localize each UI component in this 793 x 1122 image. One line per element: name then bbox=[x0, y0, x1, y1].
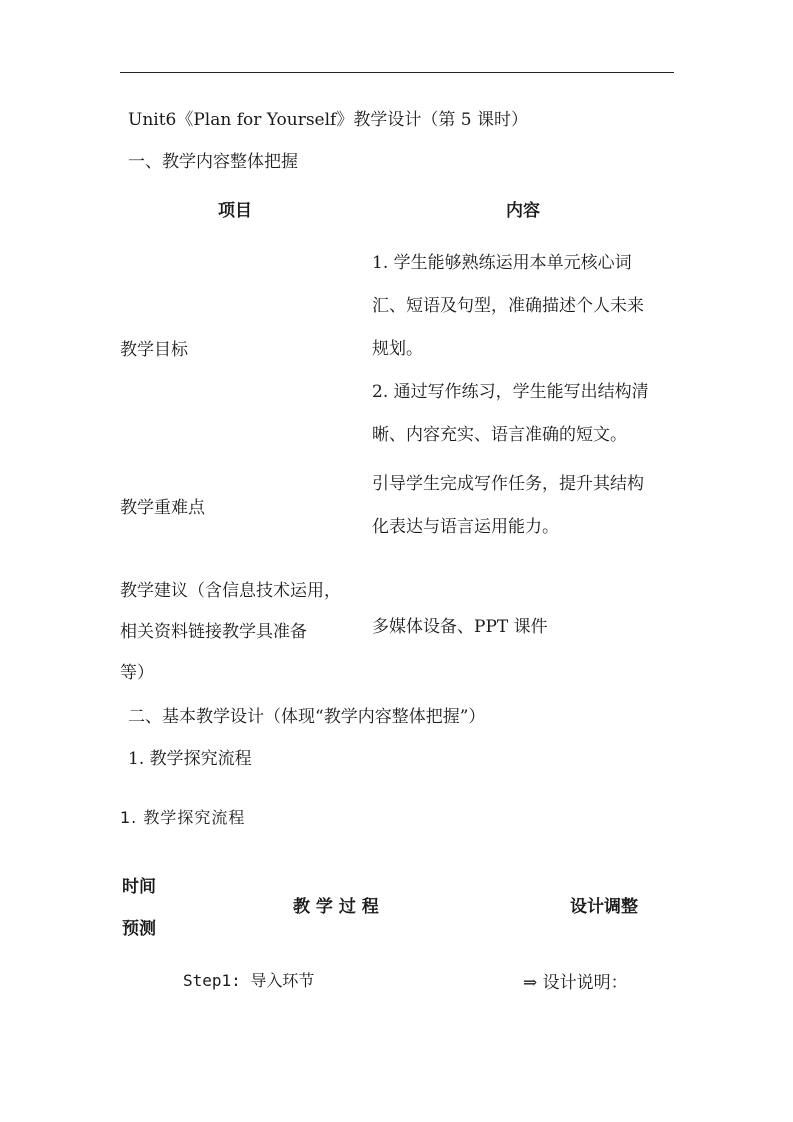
subheading-inquiry-flow: 1. 教学探究流程 bbox=[128, 749, 252, 769]
item-line: 等） bbox=[120, 663, 154, 683]
table1-header-item: 项目 bbox=[218, 201, 252, 221]
content-line: 1. 学生能够熟练运用本单元核心词 bbox=[372, 253, 632, 273]
content-line: 2. 通过写作练习，学生能写出结构清 bbox=[372, 382, 649, 402]
design-note: ⇒ 设计说明： bbox=[523, 973, 628, 993]
section-heading-1: 一、教学内容整体把握 bbox=[128, 152, 298, 172]
content-line: 晰、内容充实、语言准确的短文。 bbox=[372, 425, 627, 445]
content-line: 引导学生完成写作任务，提升其结构 bbox=[372, 474, 644, 494]
table1-header-content: 内容 bbox=[506, 201, 540, 221]
item-line: 相关资料链接教学具准备 bbox=[120, 622, 307, 642]
content-line: 汇、短语及句型，准确描述个人未来 bbox=[372, 296, 644, 316]
table2-header-time-2: 预测 bbox=[122, 919, 156, 939]
row-content-teaching-goals bbox=[372, 242, 677, 457]
row-content-suggestions: 多媒体设备、PPT 课件 bbox=[372, 617, 548, 637]
document-title: Unit6《Plan for Yourself》教学设计（第 5 课时） bbox=[128, 110, 528, 130]
content-line: 化表达与语言运用能力。 bbox=[372, 517, 559, 537]
item-line: 教学建议（含信息技术运用， bbox=[120, 581, 341, 601]
row-item-teaching-goals: 教学目标 bbox=[120, 340, 188, 360]
header-rule bbox=[120, 72, 674, 73]
table2-header-time-1: 时间 bbox=[122, 877, 156, 897]
row-content-key-points bbox=[372, 463, 677, 549]
table2-header-process: 教 学 过 程 bbox=[293, 897, 379, 917]
content-line: 规划。 bbox=[372, 339, 423, 359]
section-heading-2: 二、基本教学设计（体现“教学内容整体把握”） bbox=[128, 707, 486, 727]
row-item-suggestions bbox=[120, 571, 341, 694]
table2-header-adjust: 设计调整 bbox=[570, 897, 638, 917]
subheading-inquiry-flow-bold bbox=[120, 805, 245, 828]
row-item-key-points: 教学重难点 bbox=[120, 498, 205, 518]
subheading-text: 1. 教学探究流程 bbox=[120, 808, 246, 827]
step1-label: Step1: 导入环节 bbox=[183, 971, 315, 990]
